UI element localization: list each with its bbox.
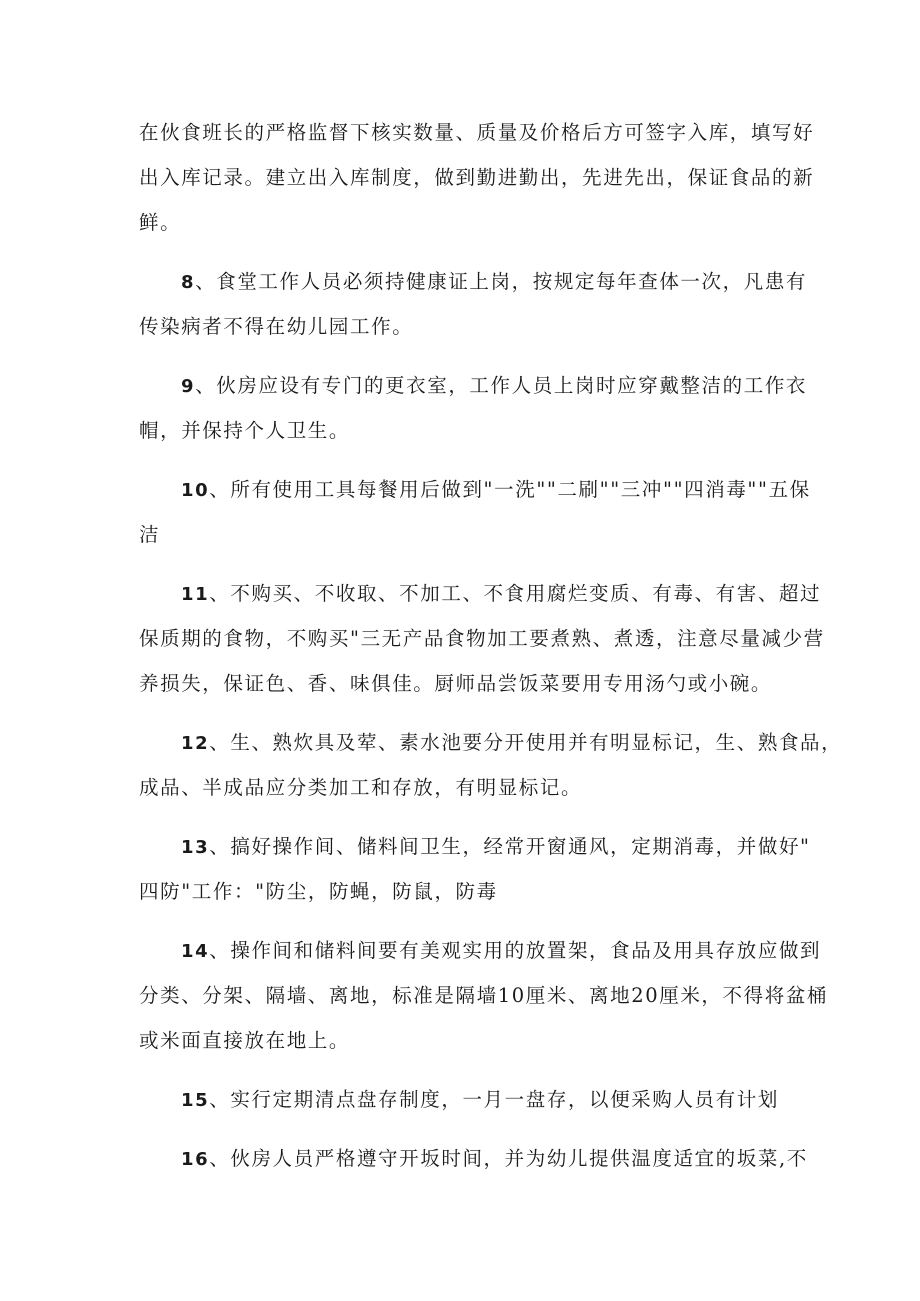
paragraph-item-8 (139, 259, 808, 349)
item-number: 8 (181, 272, 196, 293)
item-number: 13 (181, 837, 210, 858)
text-line: 保质期的食物，不购买"三无产品食物加工要煮熟、煮透，注意尽量减少营 (139, 627, 825, 650)
text-line: 四防"工作："防尘，防蝇，防鼠，防毒 (139, 880, 498, 903)
text-line: 洁 (139, 523, 161, 546)
paragraph-item-13 (139, 824, 811, 914)
paragraph-item-10 (139, 467, 811, 557)
document-body (139, 110, 843, 1195)
paragraph-item-9 (139, 363, 808, 453)
item-number: 14 (181, 941, 210, 962)
text-line (139, 571, 822, 616)
item-number: 15 (181, 1090, 210, 1111)
text-line: 鲜。 (139, 211, 182, 234)
item-number: 10 (181, 480, 210, 501)
paragraph-item-14 (139, 928, 829, 1063)
text-line: 传染病者不得在幼儿园工作。 (139, 315, 414, 338)
text-line (139, 1077, 787, 1122)
text-line: 在伙食班长的严格监督下核实数量、质量及价格后方可签字入库，填写好 (139, 121, 815, 144)
text-line (139, 928, 822, 973)
item-text: 、实行定期清点盘存制度，一月一盘存，以便采购人员有计划 (209, 1088, 779, 1111)
paragraph-item-12 (139, 720, 843, 810)
text-line: 帽，并保持个人卫生。 (139, 419, 351, 442)
text-line: 分类、分架、隔墙、离地，标准是隔墙10厘米、离地20厘米，不得将盆桶 (139, 984, 829, 1007)
paragraph-continuation (139, 110, 815, 245)
item-text: 、伙房应设有专门的更衣室，工作人员上岗时应穿戴整洁的工作衣 (195, 374, 808, 397)
text-line (139, 824, 811, 869)
text-line (139, 1136, 808, 1181)
item-text: 、食堂工作人员必须持健康证上岗，按规定每年查体一次，凡患有 (195, 270, 808, 293)
text-line (139, 467, 811, 512)
text-line: 养损失，保证色、香、味俱佳。厨师品尝饭菜要用专用汤勺或小碗。 (139, 672, 773, 695)
item-text: 、所有使用工具每餐用后做到"一洗""二刷""三冲""四消毒""五保 (209, 478, 811, 501)
item-text: 、伙房人员严格遵守开坂时间，并为幼儿提供温度适宜的坂菜,不 (209, 1147, 808, 1170)
text-line (139, 363, 808, 408)
paragraph-item-16 (139, 1136, 808, 1181)
text-line (139, 259, 808, 304)
paragraph-item-11 (139, 571, 825, 706)
item-text: 、不购买、不收取、不加工、不食用腐烂变质、有毒、有害、超过 (209, 582, 822, 605)
text-line (139, 720, 843, 765)
item-text: 、生、熟炊具及荤、素水池要分开使用并有明显标记，生、熟食品， (209, 731, 843, 754)
text-line: 出入库记录。建立出入库制度，做到勤进勤出，先进先出，保证食品的新 (139, 166, 815, 189)
item-number: 12 (181, 733, 210, 754)
item-number: 11 (181, 584, 210, 605)
paragraph-item-15 (139, 1077, 787, 1122)
text-line: 或米面直接放在地上。 (139, 1029, 351, 1052)
item-text: 、操作间和储料间要有美观实用的放置架，食品及用具存放应做到 (209, 939, 822, 962)
text-line: 成品、半成品应分类加工和存放，有明显标记。 (139, 776, 583, 799)
item-number: 16 (181, 1149, 210, 1170)
item-text: 、搞好操作间、储料间卫生，经常开窗通风，定期消毒，并做好" (209, 835, 811, 858)
item-number: 9 (181, 376, 196, 397)
